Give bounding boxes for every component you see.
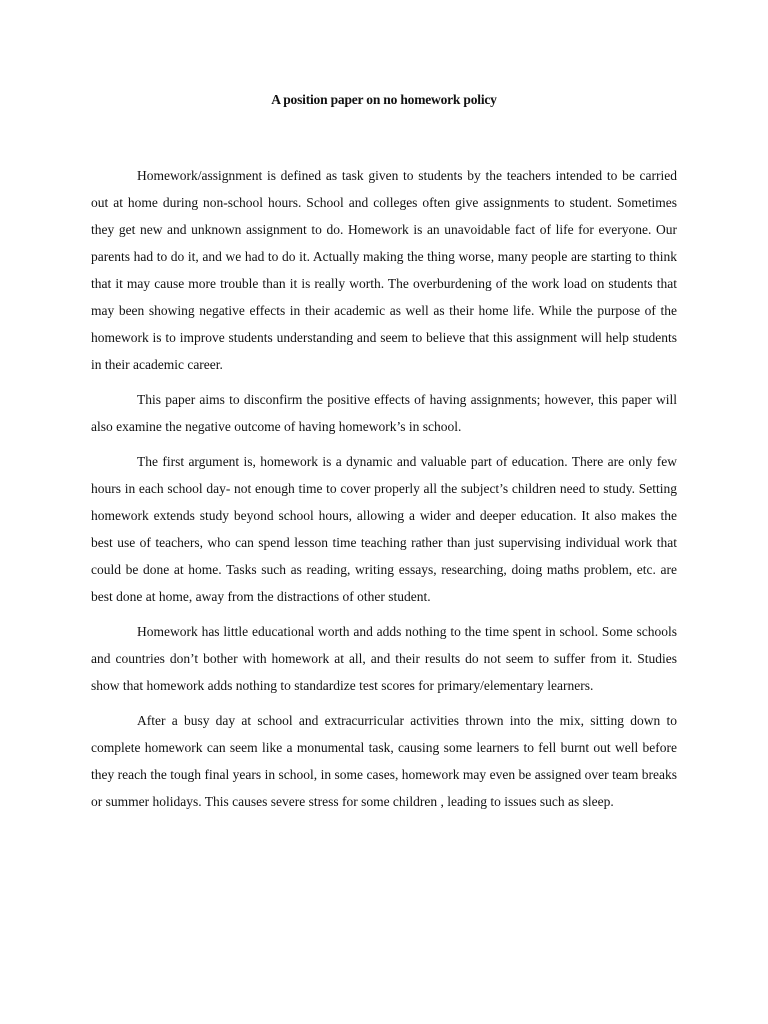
paragraph-definition: Homework/assignment is defined as task given to students by the teachers intended to be carried out at home during non-school hours. School and colleges often give assignments to student. Sometimes they get new and unknown assignment to do. Homework is an unavoidable fact of life for everyone. Our parents had to do it, and we had to do it. Actually making the thing worse, many people are starting to think that it may cause more trouble than it is really worth. The overburdening of the work load on students that may been showing negative effects in their academic as well as their home life. While the purpose of the homework is to improve students understanding and seem to believe that this assignment will help students in their academic career. [91,168,677,372]
document-body [91,162,677,823]
paragraph-first-argument: The first argument is, homework is a dynamic and valuable part of education. There are only few hours in each school day- not enough time to cover properly all the subject’s children need to study. Setting homework extends study beyond school hours, allowing a wider and deeper education. It also makes the best use of teachers, who can spend lesson time teaching rather than just supervising individual work that could be done at home. Tasks such as reading, writing essays, researching, doing maths problem, etc. are best done at home, away from the distractions of other student. [91,454,677,604]
paragraph-aim: This paper aims to disconfirm the positive effects of having assignments; however, this paper will also examine the negative outcome of having homework’s in school. [91,392,677,434]
paragraph-educational-worth: Homework has little educational worth and adds nothing to the time spent in school. Some schools and countries don’t bother with homework at all, and their results do not seem to suffer from it. Studies show that homework adds nothing to standardize test scores for primary/elementary learners. [91,624,677,693]
document-title: A position paper on no homework policy [271,92,497,107]
paragraph-stress: After a busy day at school and extracurricular activities thrown into the mix, sitting down to complete homework can seem like a monumental task, causing some learners to fell burnt out well before they reach the tough final years in school, in some cases, homework may even be assigned over team breaks or summer holidays. This causes severe stress for some children , leading to issues such as sleep. [91,713,677,809]
